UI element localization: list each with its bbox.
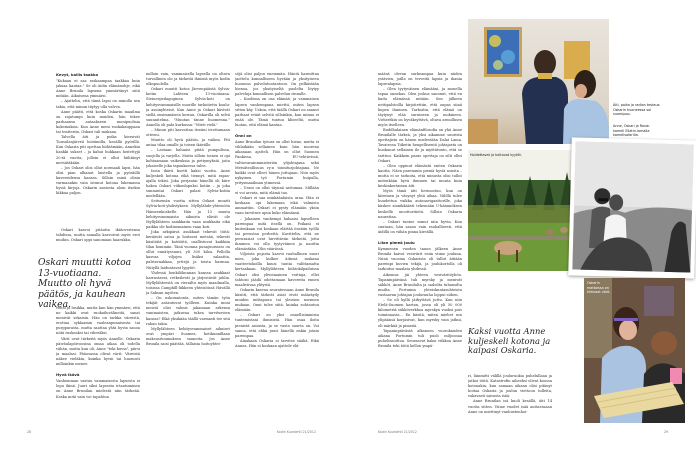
paragraph: Muutto oli hyvä päätös, ja vaikea. Piti antaa tilaa omalle ja toisen ikävälle. bbox=[146, 138, 230, 148]
paragraph: Anne Brunilan isä kuoli kesällä, äiti 14 vuotta sitten. Viime vuodet isää auttaessaan Anne on miettinyt vanhustenhoi- bbox=[468, 399, 552, 414]
paragraph: – Ajattelin, että tämä lapsi on minulla sen takia, että minun täytyy olla valvva. bbox=[56, 99, 140, 109]
paragraph: – Kuolema on osa elämää, ja vammaisen lapsen vanhempana miettii, miten lapsen sitten käy. Uskon, että täällä Oskari on saanut parhaat eväät selvitä silloinkin, kun minua ei enää ole. Tämä tuntuu kliseeltä, mutta luotan, että elämä kantaa. bbox=[235, 97, 319, 127]
photo-illustration bbox=[468, 150, 578, 271]
paragraph: "Kukaan ei saa raskaampaa taakkaa kuin jaksaa kantaa." Se oli äidin elämänohje, eikä Anne Brunila lapsena ymmärtänyt siitä mitään. Aikuisena ymmärsi. bbox=[56, 79, 140, 99]
paragraph: – Minun piti kasvattaa itseäni irrottamaan otteeni. bbox=[146, 128, 230, 138]
left-col-1c bbox=[56, 306, 140, 422]
paragraph: – Se oli kyllä järkyttävä juttu. Kun niin Etelä-Suomen kartan, jossa oli yli 50 000 kilometriä sähköverkkoa myrskyn vuoksi pois toiminnasta... En käsitä, miten miehet sen ylipäänsä korjasivat, kun myrsky vain jatkui, oli märkää ja pimeää. bbox=[378, 298, 462, 328]
left-col-1b bbox=[56, 228, 140, 246]
photo-mother-son-craft bbox=[584, 278, 685, 423]
paragraph: Myös tämä äiti hermostuu, kun on kiireinen ja väsynyt yhtä aikaa. Välillä tulee huudettua vaikka autonavigaattorille, joka käskee sinnikkäästi tekemään U-käännöksen keskellä moottoritietä. Silloin Oskaria naurattaa. bbox=[378, 189, 462, 219]
left-col-2 bbox=[146, 72, 230, 422]
paragraph: Buddhalainen elämänfilosofia on yhä Anne Brunilalle tärkeä, ja yksi aikamme suurista opettajista on hänen mielestään Dalai Lama. Tavatessa Tiibetin hengellisentä johtajasta on huokunut sellainen ilo ja myötätunto, että se tarttuu. Kaikkein paras opettaja on silti ollut Oskari. bbox=[378, 128, 462, 163]
paragraph: Anne päätti, että koska Oskarin maailma on rajatumpi kuin muiden, hän tekee parhaansa antaakseen monipuolisia kokemuksia. Kun Anne meni ruokakauppaan tai teatteriin, Oskari tuli mukana. bbox=[56, 109, 140, 135]
paragraph: Tapaninpäivästä alkaneen vuorokauden aikana Fortumin tuli puoli miljoonaa puhelinsoittoa. Seuraavat kaksi viikkoa Anne Brunila teki töitä kellon ympä- bbox=[378, 328, 462, 348]
section-heading: Kevyt, kallis taakka bbox=[56, 72, 99, 77]
caption-main-photo: Äiti, poika ja radion testaus. Oskarin huoneessa soi suomipop. bbox=[613, 103, 661, 117]
paragraph: Värit ovat tärkeitä myös Annelle. Oskarin päiväulapöivoosina omaa aikaa oli todella vähän, mutta kun oli, Anne "teki kuvia", piirsi ja maalasi. Pääosassa olivat värit. Väreistä näkee vieläkin, kuinka hyvin tai huonosti milloinkin menee. bbox=[56, 336, 140, 367]
paragraph: Oskarin kasvua seuratessaan Anne Brunila käsitti, että tärkeät asiat eivät määräydy muiden mittapuun tai yleisten normien mukaan. Onni tulee siitä, kuinka suhtautuu elämään. bbox=[235, 287, 319, 313]
paragraph: – Oskari tuntee minut niin hyvin. Kun suutuan, hän sanoo vain rauhallisesti, että äidillä on vähän pinna kireällä. bbox=[378, 219, 462, 234]
paragraph: – On uskomatonta, miten tämän työn tekijät antautuvat työlleen. Kuinka moni meistä olisi valmis jakamaan arkensa vammaisten, jatkuvaa tukea tarvitsevien kanssa? Eikä yksikään täällä varmasti tee sitä rahan takia. bbox=[146, 296, 230, 326]
paragraph: määsä olevan surkeampaa kuin niiden ystävien, joilla on terveitä lapsia ja ihania lapsenlapsia. bbox=[378, 72, 462, 87]
pull-quote: Oskari muutti kotoa 13-vuotiaana. Muutto oli hyvä päätös, ja kauhean vaikea. bbox=[38, 257, 132, 311]
caption-forest-photo: Hoidettavat ja hoitavat kyytöt. bbox=[470, 153, 522, 157]
paragraph: Yhdessä henkilökunnan kanssa asukkaat harrastavat, retkeilevät ja järjestävät juhlia. Myllylähteestä on vierailtu myös maailmalla, toisissa Camphill-liikkeen yhteisöissä Hävällä ja Saksan myöten. bbox=[146, 270, 230, 296]
paragraph: – Lastaan haluaisi pitää pumpulissa, suojella ja varjella. Mutta silloin toinen ei opi kohtaamaan vaikeuksia ja pettymyksiä, joita jokaiselle joka tapauksessa tulee. bbox=[146, 148, 230, 168]
photo-illustration bbox=[568, 137, 696, 278]
caption-craft-photo: Oskarin mattoissa on kirkkaat värit. bbox=[587, 281, 611, 295]
paragraph: Oskari ei saa minkäänlaista uraa. Hän ei koskaan opi lukemaan eikä valmistu ammattiin. Oskari ei pysty elämään yksin vaan tarvitsee apua koko elämänsä. bbox=[235, 196, 319, 216]
paragraph: söjä olisi paljon enemmän. Häntä harmittaa jaottelu kunnalliseen hyvään ja yksityiseen huonoon palvelutuotantoon. On pelkästään hienoa, jos yksityiseltä puolelta löytyy palveluja kunnallisen palvelun rinnalle. bbox=[235, 72, 319, 97]
paragraph: – Jokainen vanhempi haluaisi lapselleen parempaa mitä itsellä on. Poikani ei kuitenkaan voi koskaan elättää itseään työllä tai perustaa perhettä. Kuvittelin, että ne perusasiat ovat hirvittävän tärkeitä, jotta ihminen voi olla tyytyväinen ja nauttia elämästään. Olin väärässä. bbox=[235, 216, 319, 252]
photo-bw-camel bbox=[568, 137, 696, 278]
right-col-1 bbox=[378, 72, 462, 422]
photo-illustration bbox=[468, 19, 609, 144]
paragraph: Talvella äiti ja poika kiersivät Tuusulanjärveä luistimilla, kesällä pyörillä. Kun Oskaria piti opettaa hiihtämään, Annekin hankki sukset – ja kahui hukkaan heitettyjä 20:tä vuotta, jolloin ei ollut hiihtänyt metsätäkään. bbox=[56, 135, 140, 165]
paragraph: Myllylähteen kehitysvammaiset aikuiset ovat ympäri Suomea, kotikunnillaan maksusitoumuksen saaneita. Jos Anne Brunila saisi päättää, tällaisia hoitoyhtei- bbox=[146, 326, 230, 346]
paragraph: Aikomus jäi yhteen vesiväritöyhön. Tapaninpäivänä tuli myrsky ja menivät sähköt, Anne Brunilalta ja sadoilta tuhansilta muilta. Fortumin yhteiskuntasuhteista vastaavan johtajan joulurauha loppui siihen. bbox=[378, 272, 462, 297]
paragraph: Oskari kasvoi pitäutta ikätoveriensa tahdissa, mutta samalla kasvoivat myös erot muihin. Oskari oppi sanomaan haarukka, bbox=[56, 228, 140, 243]
paragraph: ri, lämmitti välillä jouluruokia puhelullaan ja jatkoi töitä. Katastrofin aiheeksi olivat koossa kotonakin, kun samaan aikaan olisi pitänyt hoitaa Oskaria ja joulun viettoon tulleita, vakavasti sairasta isää. bbox=[468, 374, 552, 399]
pull-quote: Kaksi vuotta Anne kuljeskeli kotona ja kaipasi Oskaria. bbox=[468, 326, 551, 356]
paragraph: Anne Brunilan työura on ollut hieno, mutta ei vihlaikään sellainen kuin hän nuorena aikanaan ajatteli. Hän on ollut Suomen Pankissa, EU-tehtävissä, valtiovarainministeriön ylijohtajana sekä Metsäteollisuus ry:n toimitusjohtajana. Ne kaikki ovat olleet hänen juttujaan. Niin myös nykyinen työ Fortumin huipulla, yritysmaailman ytimessä. bbox=[235, 140, 319, 185]
section-heading: Hyvä ikävä bbox=[56, 372, 80, 378]
paragraph: Viljoista pojasta kasvoi rauhallinen nuori mies, joka kulkee äitinsä mukana vaatteetokoilla kuusi tuntia valittamatta kertaakaan. Myllylähteen hiihtokilpailuissa Oskari olisi ylivoimainen voittaja, ellei tahtoisi jäädä odottamaan kavereita ennen maaliviivaa ylitystä. bbox=[235, 252, 319, 287]
section-heading: Onni on bbox=[235, 133, 252, 139]
photo-illustration bbox=[584, 278, 685, 423]
paragraph: Vanhemman vastuu vammaisesta lapsesta ei lopu ikinä. Juuri siksi lapsesta irtautuminen on Anne Brunilan mielestä niin tärkeää. Koska mitä vain voi tapahtua bbox=[56, 379, 140, 399]
paragraph: Ainakaan Oskaria ei tarvitse sääliä. Eikä Annea. Hän ei koskaan ajattele elä- bbox=[235, 338, 319, 348]
paragraph: – Olen oppinut elämästä eniten Oskarin kautta. Näen paremmin pieniä hyviä asioita – mutta ei se tarkoita, että minusta olisi tullut mitenkään hyvä ihminen tai muuta kuin keskinkertainen äiti. bbox=[378, 163, 462, 189]
paragraph: – Oskari on yksi onnellisimmista tuntemistani ihmisistä. Hän osaa iloita pienistä asioista, ja se vasta suurta on. Voi sanoa, että ehkä juuri hänellä onkin jotain parempaa. bbox=[235, 313, 319, 338]
right-col-2 bbox=[468, 374, 552, 424]
photo-forest-cows bbox=[468, 150, 578, 271]
paragraph: Kymmenen vuoden tauon jälkeen Anne Brunila kaivoi vesivärit esiin viime jouluna. Niinä vuosina Oskarista oli tullut äitiään parempi kuvien tekijä, ja joulukortolla oli tarkoitus maalata yhdessä. bbox=[378, 247, 462, 272]
running-footer: Kodin Kuvalehti 21/2012 bbox=[378, 430, 417, 434]
page-number: 28 bbox=[27, 430, 32, 434]
paragraph: milloin vain, vammaisella lapsella on oltava turvallinen olo ja tärkeitä ihmisiä myös kodin ulkopuolella. bbox=[146, 72, 230, 87]
section-heading: Liian pimeä joulu bbox=[378, 240, 415, 245]
paragraph: Joka arkipäivä asukkaat tekevät töitä: keräävät satoa ja hoitavat metsää, tekevät käsitöitä ja kotitöitä, osallistuvat kaikkiin tilan hommiin. Tänä vuonna punajuurisato on ollut ennätyssuuri, yli 300 kiloa. Pellolla kasvaa viljojen lisäksi salaattia, palsternakkaa, yrttejä ja toista harmaa. Niityllä laiduntavat lypytöt. bbox=[146, 229, 230, 270]
paragraph: Oskari muutti kotoa Järvenpäästä Sylvia-kotiin Lahteen 13-vuotiaana. Steinerpedagoginen Sylvia-koti on kehitysvammaisille nuorille tarkoitettu koulu- ja asuinyhteisö. Kun Anne ja Oskari kävivät siellä ensimmäisen kerran, Oskarilla oli selvä suunnitelma. "Muutan tänne huomenna." Annella oli pala kurkussa: "Mieti vielä." bbox=[146, 87, 230, 127]
paragraph: veitsi ja lusikka, mutta kun hän ymmärsi, että ne kaikki ovat ruokailuvälineitä, sanat menivät sekaisin. Hän on tarkka väreistä, erottaa syklaamin vaaleanpunaisesta tai purppurasta, mutta saattaa yhtä hyvin sanoa niitä ruskeaksi tai vihreäksi. bbox=[56, 306, 140, 336]
paragraph: Isoin ikävä koetti kaksi vuotta. Anne kuljeskeli kotona eikä tiennyt, mitä rapas-ajalla tekisi. Joka perjantai hänellä oli kiire hakea Oskari viikonlopuksi kotiin – ja joka sunnuntai Oskari palasi Sylvia-kotiin mielellään. bbox=[146, 168, 230, 199]
paragraph: – Olen tyytyväinen elämääni, ja monella tapaa onnekas. Olen joskus sanonut, että en kadu elämässä mitään. Sen jälkeen nettipalstoilla kirjoitettiin, että onpas siinä kopea ihminen. Tarkoitin, että elämä on täytynyt elää suruineen ja mokineen. Virheetkin on hyväksyttävä, oltava armollinen myös itselleen. bbox=[378, 87, 462, 127]
running-footer: Kodin Kuvalehti 21/2012 bbox=[277, 430, 316, 434]
page-number: 29 bbox=[664, 430, 669, 434]
paragraph: – Jos Oskari olisi ollut normaali lapsi, hän olisi pian alkanut luistella ja pyöräillä kavereidensa kanssa. Silloin minä olisin varmaankin vain istunut kotona lukemassa hyviä kirjoja. Oskarin ansiosta aloin itsekin liikkua paljon. bbox=[56, 165, 140, 196]
photo-mother-son-painting bbox=[468, 19, 609, 144]
right-page bbox=[348, 0, 696, 450]
paragraph: Seitsemän vuotta sitten Oskari muutti Sylvia-koti-yhdistyksen Myllylähde-yhteisöön Hämeenkoskelle. Hän ja 13 muuta kehitysvammaista aikuista elävät ole Myllylähteen asiakkaita vaan asukkaita eikä paikka ole kodinomainen vaan koti. bbox=[146, 199, 230, 229]
left-col-1 bbox=[56, 70, 140, 226]
left-col-3 bbox=[235, 72, 319, 422]
caption-bw-photo: Anne, Oskari ja Rosie-kameli Eilatin-lomalla kamelisafarilla. bbox=[613, 124, 651, 138]
paragraph: – Urani on ollut täynnä sattumaa. Millään ei voi arvata, mitä elämä tuo. bbox=[235, 185, 319, 196]
